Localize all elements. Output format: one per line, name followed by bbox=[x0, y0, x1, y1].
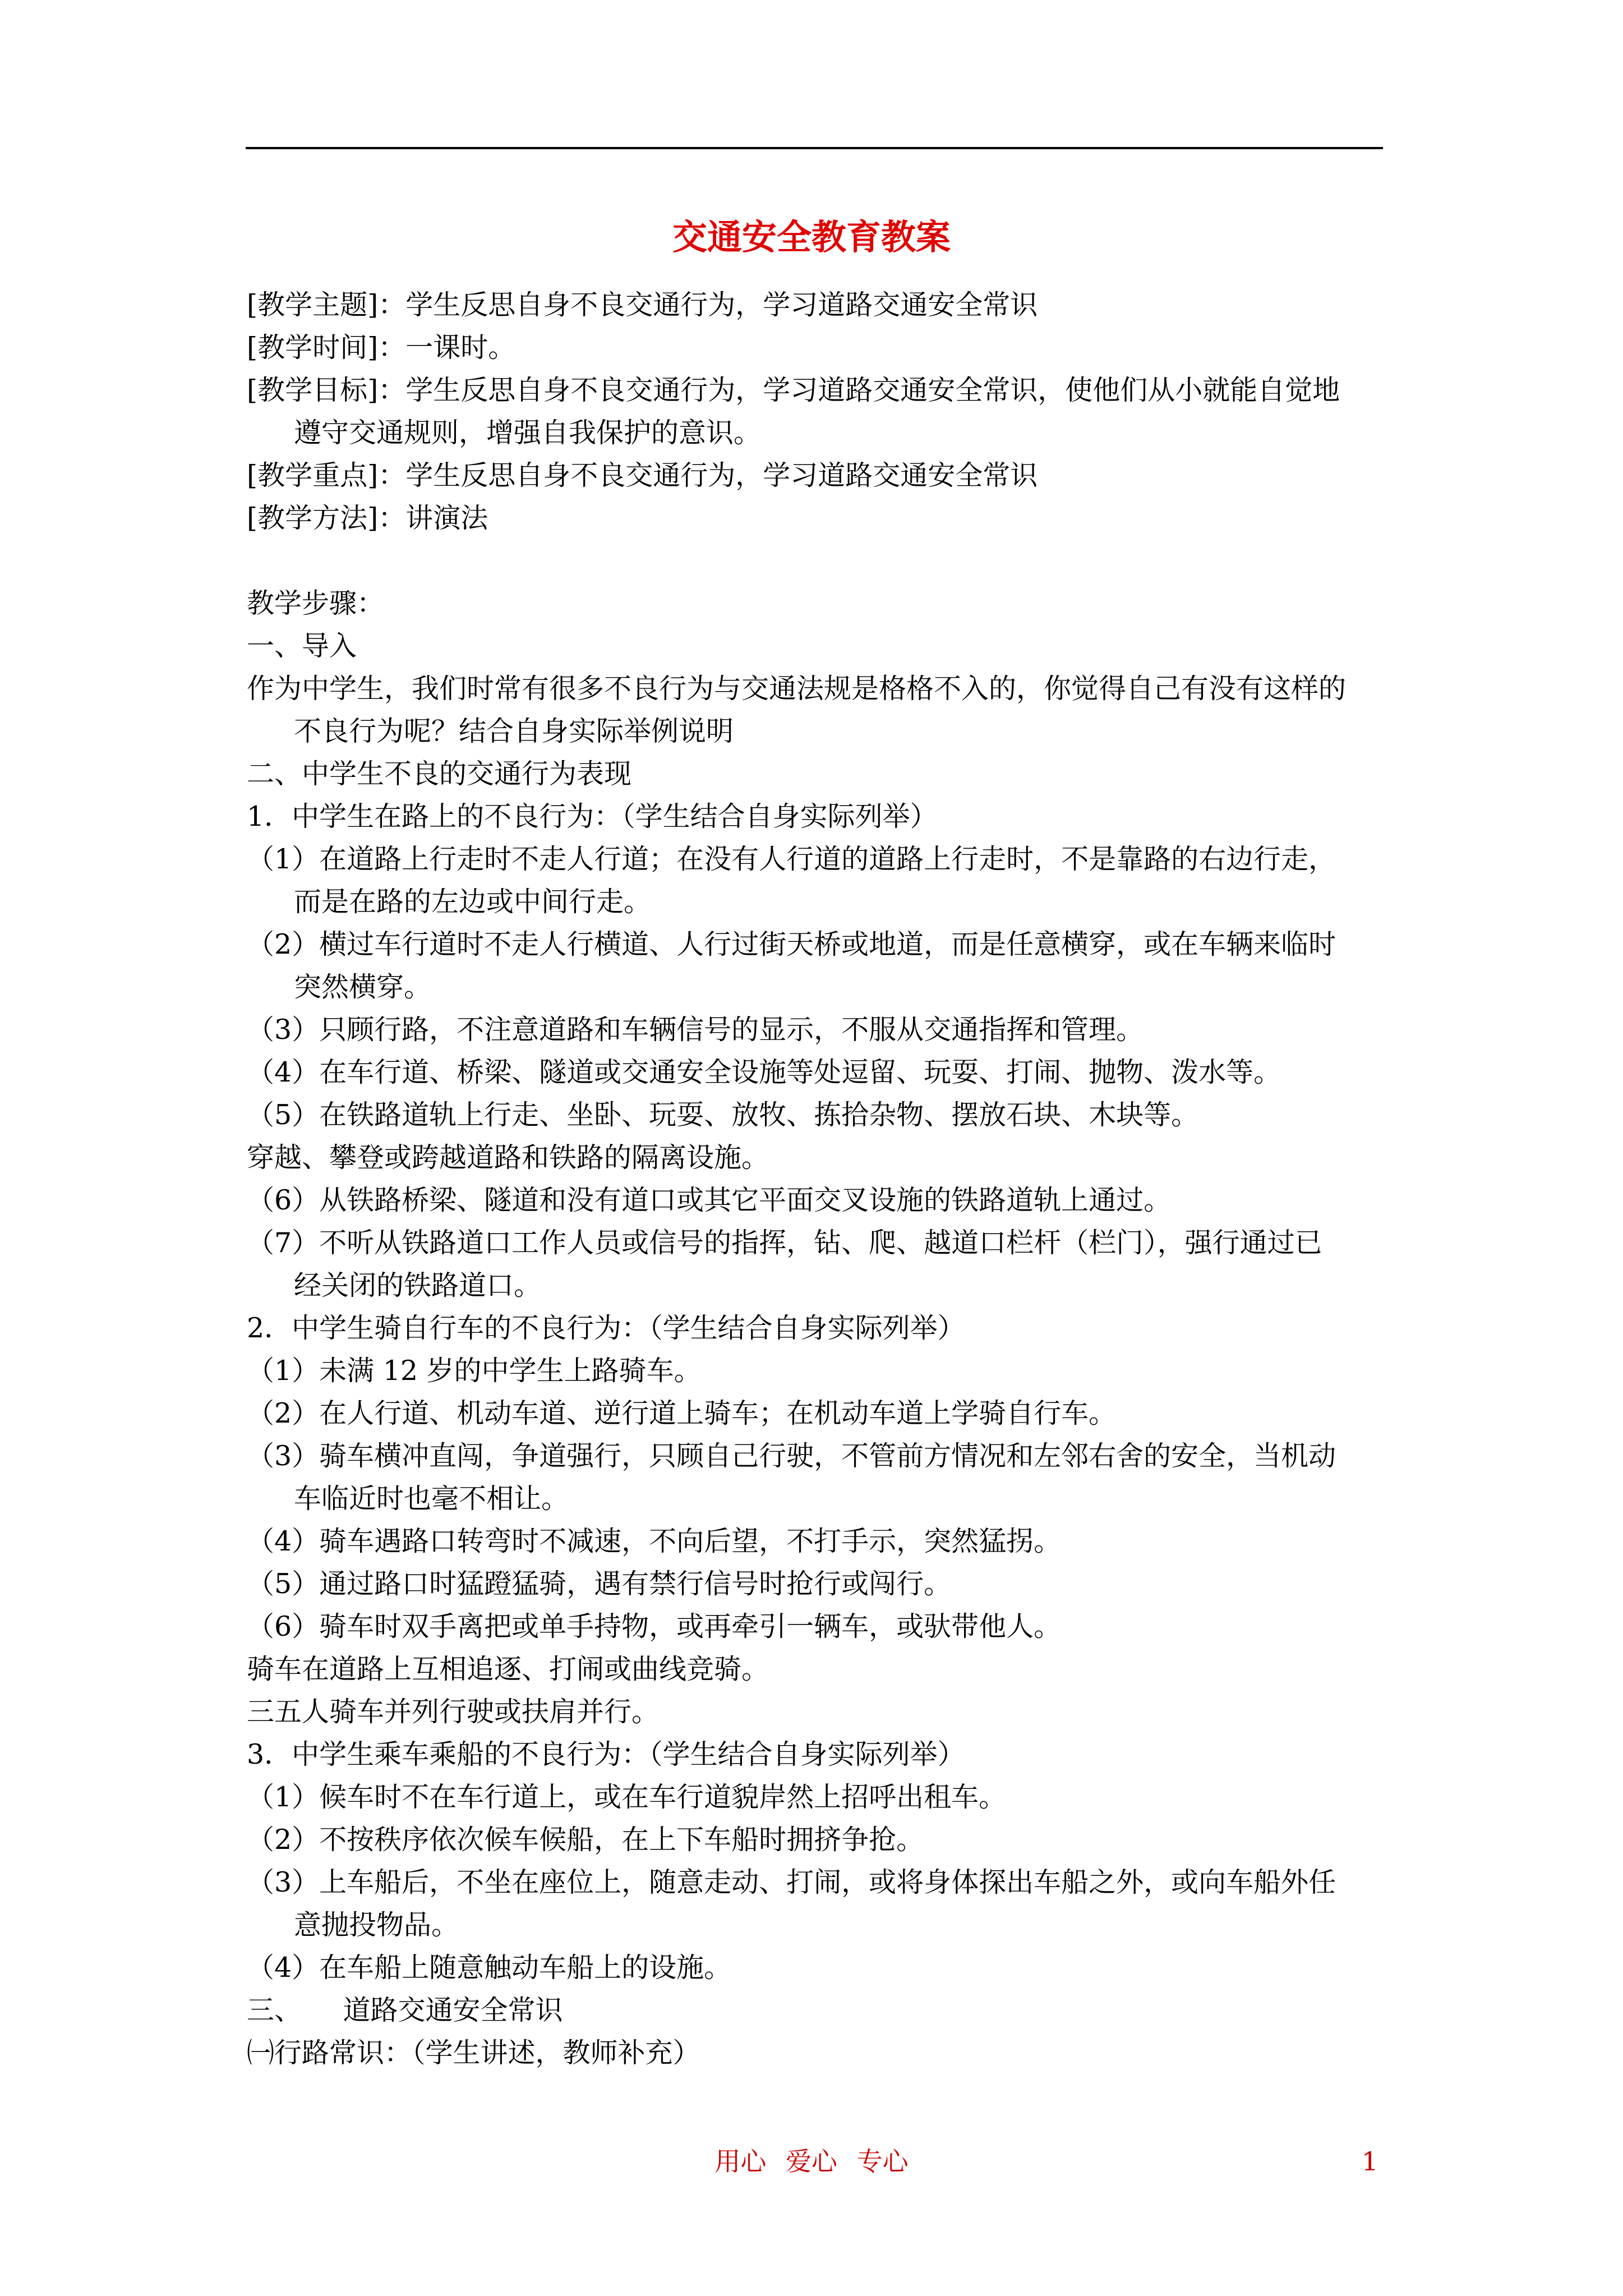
footer-slogan-1: 用心 bbox=[714, 2146, 767, 2177]
paragraph-line: [教学时间]：一课时。 bbox=[247, 332, 516, 364]
paragraph-line: 车临近时也毫不相让。 bbox=[294, 1483, 569, 1515]
paragraph-line: 三五人骑车并列行驶或扶肩并行。 bbox=[247, 1696, 660, 1728]
paragraph-line: （4）在车行道、桥梁、隧道或交通安全设施等处逗留、玩耍、打闹、抛物、泼水等。 bbox=[247, 1056, 1281, 1088]
blank-line bbox=[247, 540, 1383, 582]
paragraph-line: 穿越、攀登或跨越道路和铁路的隔离设施。 bbox=[247, 1142, 769, 1174]
paragraph-line: [教学主题]：学生反思自身不良交通行为，学习道路交通安全常识 bbox=[247, 289, 1038, 321]
paragraph-line: 一、导入 bbox=[247, 630, 357, 662]
paragraph-line: （6）从铁路桥梁、隧道和没有道口或其它平面交叉设施的铁路道轨上通过。 bbox=[247, 1184, 1172, 1216]
paragraph-line: 遵守交通规则，增强自我保护的意识。 bbox=[294, 417, 762, 449]
paragraph-line: 作为中学生，我们时常有很多不良行为与交通法规是格格不入的，你觉得自己有没有这样的 bbox=[247, 673, 1347, 705]
paragraph-line: （7）不听从铁路道口工作人员或信号的指挥，钻、爬、越道口栏杆（栏门），强行通过已 bbox=[247, 1227, 1322, 1259]
paragraph-line: （1）候车时不在车行道上，或在车行道貌岸然上招呼出租车。 bbox=[247, 1781, 1007, 1813]
footer-slogan-2: 爱心 bbox=[786, 2146, 837, 2177]
document-title: 交通安全教育教案 bbox=[672, 217, 951, 257]
paragraph-line: [教学方法]：讲演法 bbox=[247, 502, 488, 534]
paragraph-line: 1．中学生在路上的不良行为：（学生结合自身实际列举） bbox=[247, 800, 938, 832]
paragraph-line: （3）骑车横冲直闯，争道强行，只顾自己行驶，不管前方情况和左邻右舍的安全，当机动 bbox=[247, 1440, 1336, 1472]
paragraph-line: （1）在道路上行走时不走人行道；在没有人行道的道路上行走时，不是靠路的右边行走， bbox=[247, 843, 1336, 875]
paragraph-line: 而是在路的左边或中间行走。 bbox=[294, 886, 652, 918]
footer-slogan bbox=[0, 2142, 1623, 2181]
paragraph-line: 三、 道路交通安全常识 bbox=[247, 1994, 563, 2026]
header-rule bbox=[246, 147, 1383, 149]
paragraph-line: （4）在车船上随意触动车船上的设施。 bbox=[247, 1952, 732, 1984]
paragraph-line: （3）上车船后，不坐在座位上，随意走动、打闹，或将身体探出车船之外，或向车船外任 bbox=[247, 1866, 1336, 1898]
paragraph-line: 3．中学生乘车乘船的不良行为：（学生结合自身实际列举） bbox=[247, 1738, 965, 1770]
paragraph-line: 不良行为呢？结合自身实际举例说明 bbox=[294, 715, 734, 747]
paragraph-line: 意抛投物品。 bbox=[294, 1909, 459, 1941]
paragraph-line: （2）不按秩序依次候车候船，在上下车船时拥挤争抢。 bbox=[247, 1824, 924, 1856]
paragraph-line: （1）未满 12 岁的中学生上路骑车。 bbox=[247, 1355, 702, 1387]
paragraph-line: 教学步骤： bbox=[247, 587, 385, 619]
paragraph-line: （2）横过车行道时不走人行横道、人行过街天桥或地道，而是任意横穿，或在车辆来临时 bbox=[247, 928, 1336, 960]
paragraph-line: ㈠行路常识：（学生讲述，教师补充） bbox=[247, 2037, 700, 2069]
paragraph-line: [教学目标]：学生反思自身不良交通行为，学习道路交通安全常识，使他们从小就能自觉地 bbox=[247, 374, 1340, 406]
paragraph-line: 二、中学生不良的交通行为表现 bbox=[247, 758, 632, 790]
paragraph-line: 骑车在道路上互相追逐、打闹或曲线竞骑。 bbox=[247, 1653, 769, 1685]
footer-slogan-3: 专心 bbox=[856, 2146, 909, 2177]
paragraph-line: （2）在人行道、机动车道、逆行道上骑车；在机动车道上学骑自行车。 bbox=[247, 1397, 1117, 1429]
paragraph-line: （4）骑车遇路口转弯时不减速，不向后望，不打手示，突然猛拐。 bbox=[247, 1525, 1062, 1557]
paragraph-line: 经关闭的铁路道口。 bbox=[294, 1269, 542, 1301]
paragraph-line: [教学重点]：学生反思自身不良交通行为，学习道路交通安全常识 bbox=[247, 459, 1038, 491]
paragraph-line: （5）在铁路道轨上行走、坐卧、玩耍、放牧、拣拾杂物、摆放石块、木块等。 bbox=[247, 1099, 1199, 1131]
paragraph-line: 突然横穿。 bbox=[294, 971, 432, 1003]
paragraph-line: （6）骑车时双手离把或单手持物，或再牵引一辆车，或驮带他人。 bbox=[247, 1611, 1062, 1642]
paragraph-line: （3）只顾行路，不注意道路和车辆信号的显示，不服从交通指挥和管理。 bbox=[247, 1014, 1144, 1046]
document-body bbox=[247, 284, 1383, 2074]
page-number: 1 bbox=[1362, 2146, 1378, 2177]
paragraph-line: 2．中学生骑自行车的不良行为：（学生结合自身实际列举） bbox=[247, 1312, 965, 1344]
paragraph-line: （5）通过路口时猛蹬猛骑，遇有禁行信号时抢行或闯行。 bbox=[247, 1568, 952, 1600]
